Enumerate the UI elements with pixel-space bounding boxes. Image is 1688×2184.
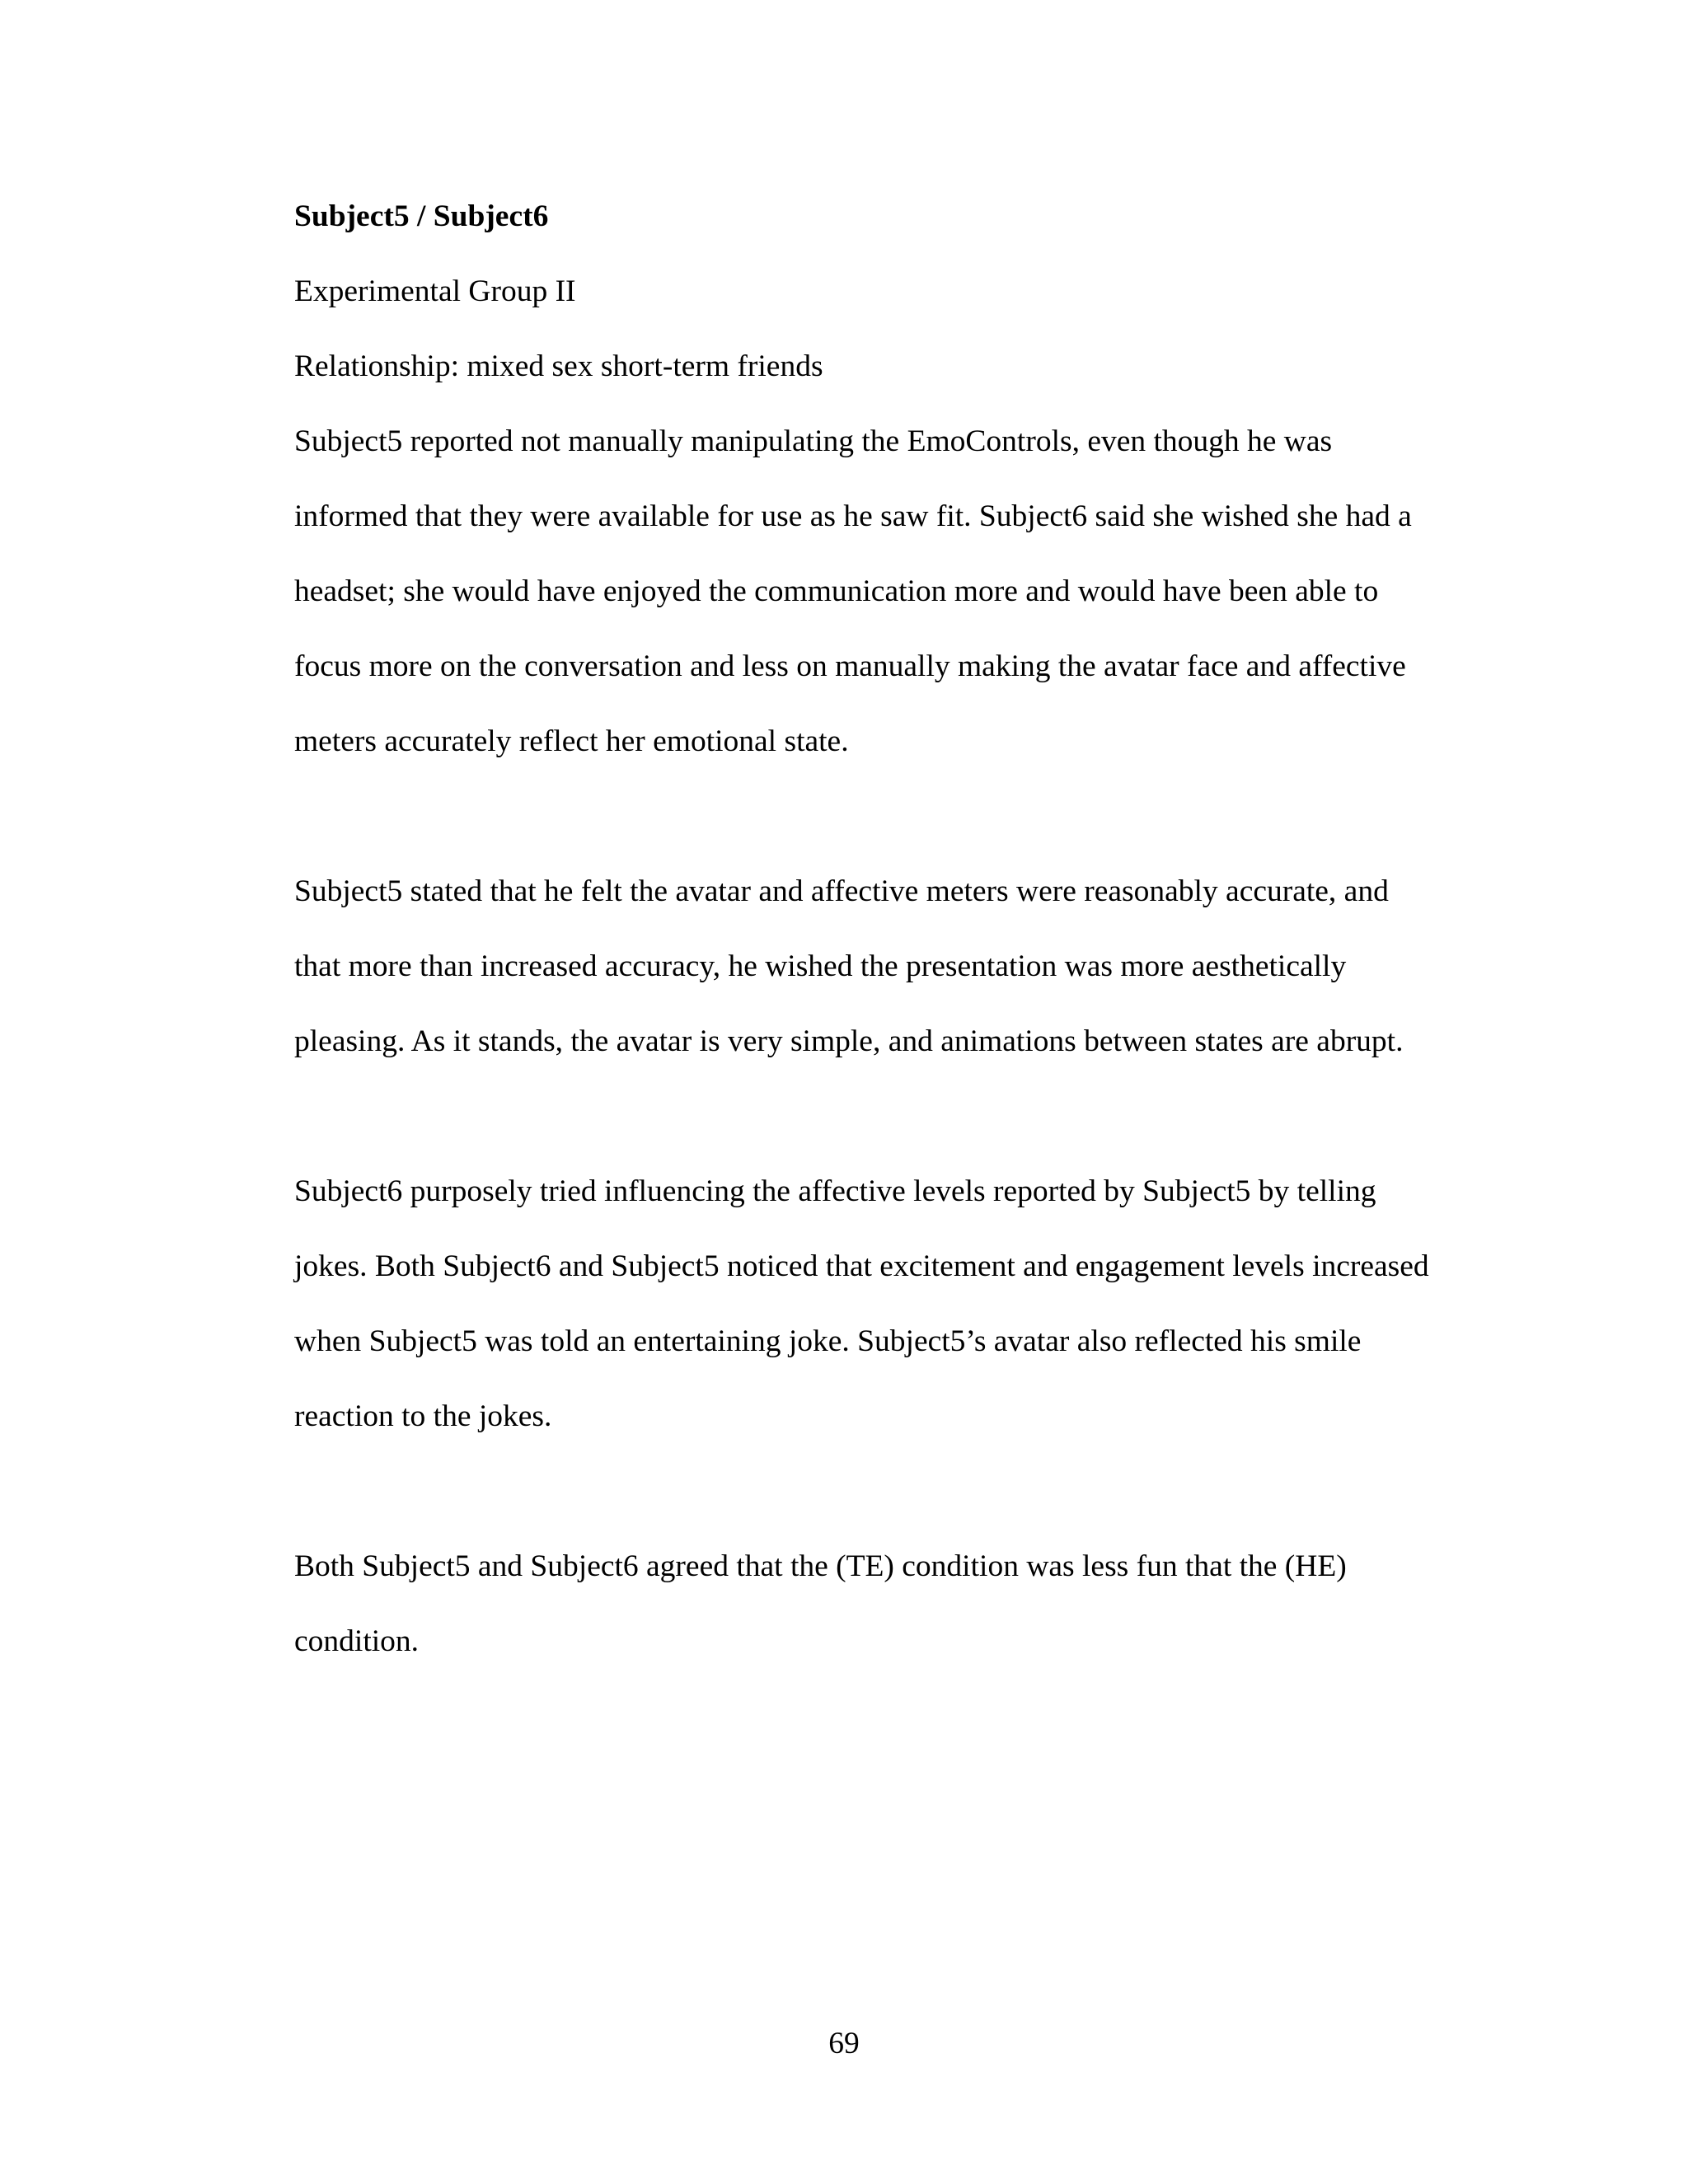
paragraph-4: Both Subject5 and Subject6 agreed that the (TE) condition was less fun that the (HE) condition. [294, 1549, 1347, 1658]
page-number: 69 [828, 2027, 860, 2060]
paragraph-1: Subject5 reported not manually manipulating the EmoControls, even though he was informed that they were available for use as he saw fit. Subject6 said she wished she had a headset; she would have enjoyed the communication more and would have been able to focus more on the conversation and less on manually making the avatar face and affective meters accurately reflect her emotional state. [294, 424, 1412, 758]
relationship-label: Relationship: mixed sex short-term friends [294, 349, 823, 383]
paragraph-3: Subject6 purposely tried influencing the affective levels reported by Subject5 by telling jokes. Both Subject6 and Subject5 noticed that excitement and engagement levels increased when Subject5 was told an entertaining joke. Subject5’s avatar also reflected his smile reaction to the jokes. [294, 1174, 1429, 1433]
section-heading: Subject5 / Subject6 [294, 199, 549, 233]
group-label: Experimental Group II [294, 274, 576, 308]
paragraph-2: Subject5 stated that he felt the avatar and affective meters were reasonably accurate, and that more than increased accuracy, he wished the presentation was more aesthetically pleasing. As it stands, the avatar is very simple, and animations between states are abrupt. [294, 874, 1404, 1058]
